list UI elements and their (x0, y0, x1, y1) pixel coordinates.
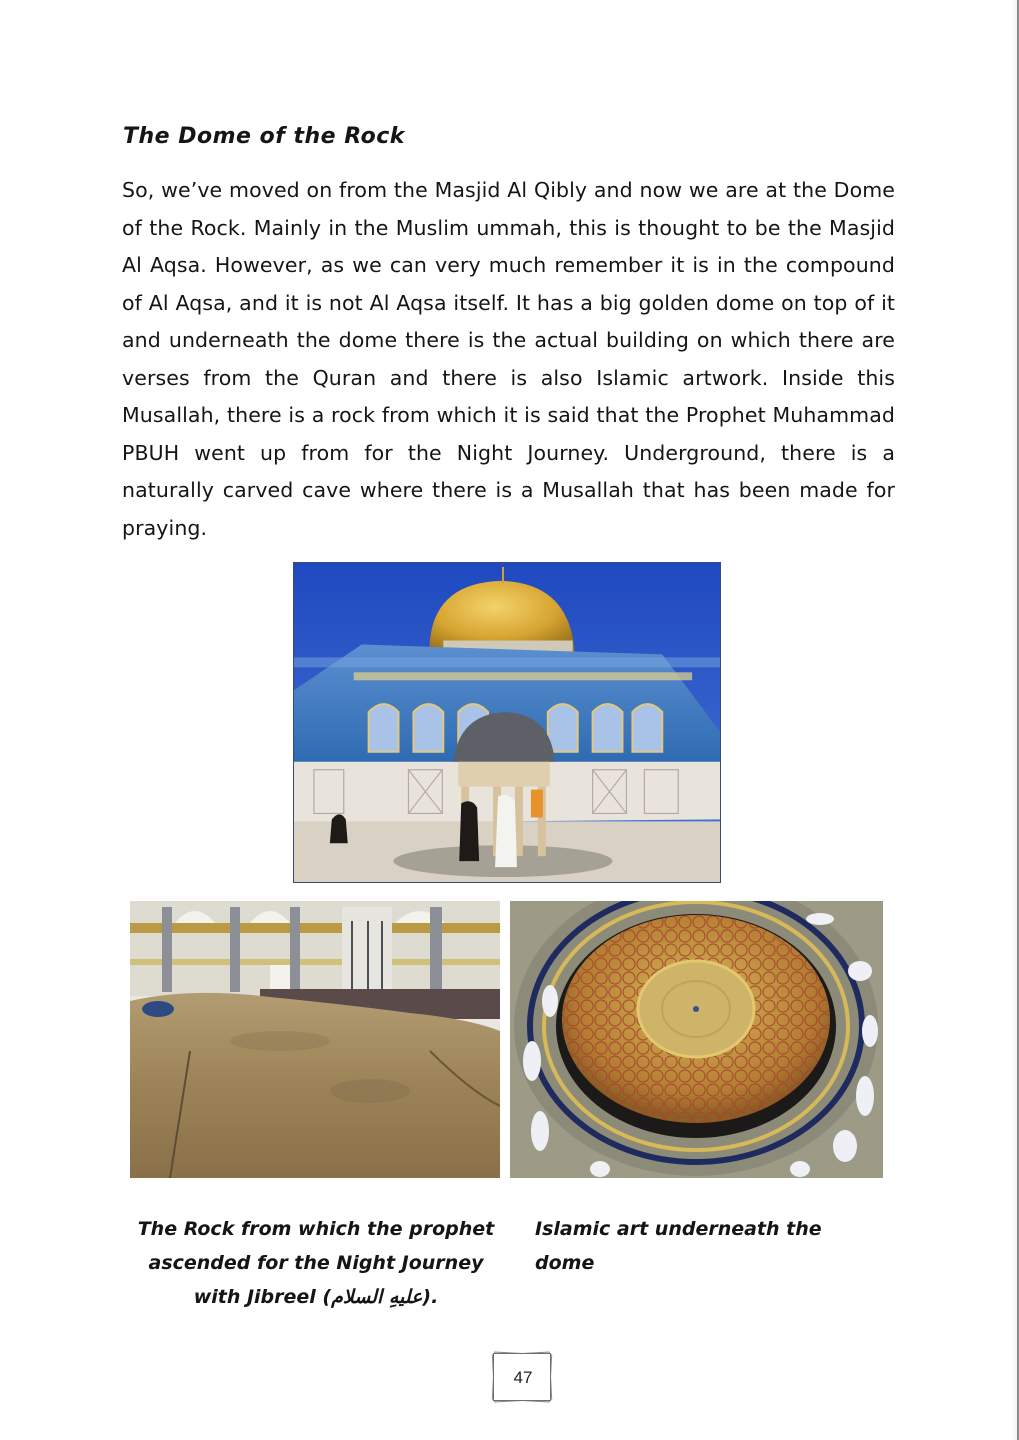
rock-caption-line-1: The Rock from which the prophet (137, 1218, 495, 1240)
page-number-text: 47 (513, 1368, 533, 1387)
page-number (490, 1350, 556, 1406)
rock-caption-line-3: with Jibreel (عليهِ السلام). (193, 1286, 439, 1308)
dome-exterior-illustration (294, 563, 720, 882)
section-heading: The Dome of the Rock (123, 124, 405, 149)
body-paragraph: So, we’ve moved on from the Masjid Al Qibly and now we are at the Dome of the Rock. Mainly in the Muslim ummah, this is thought to be the Masjid Al Aqsa. However, as we can very much remember it is in the compound of Al Aqsa, and it is not Al Aqsa itself. It has a big golden dome on top of it and underneath the dome there is the actual building on which there are verses from the Quran and there is also Islamic artwork. Inside this Musallah, there is a rock from which it is said that the Prophet Muhammad PBUH went up from for the Night Journey. Underground, there is a naturally carved cave where there is a Musallah that has been made for praying. (122, 178, 895, 540)
rock-caption (130, 1212, 502, 1314)
dome-caption: Islamic art underneath the dome (535, 1218, 822, 1274)
dome-interior-illustration (510, 901, 883, 1178)
rock-photo (130, 901, 500, 1178)
rock-illustration (130, 901, 500, 1178)
dome-interior-photo (510, 901, 883, 1178)
dome-of-the-rock-photo (293, 562, 721, 883)
rock-caption-line-2: ascended for the Night Journey (148, 1252, 484, 1274)
